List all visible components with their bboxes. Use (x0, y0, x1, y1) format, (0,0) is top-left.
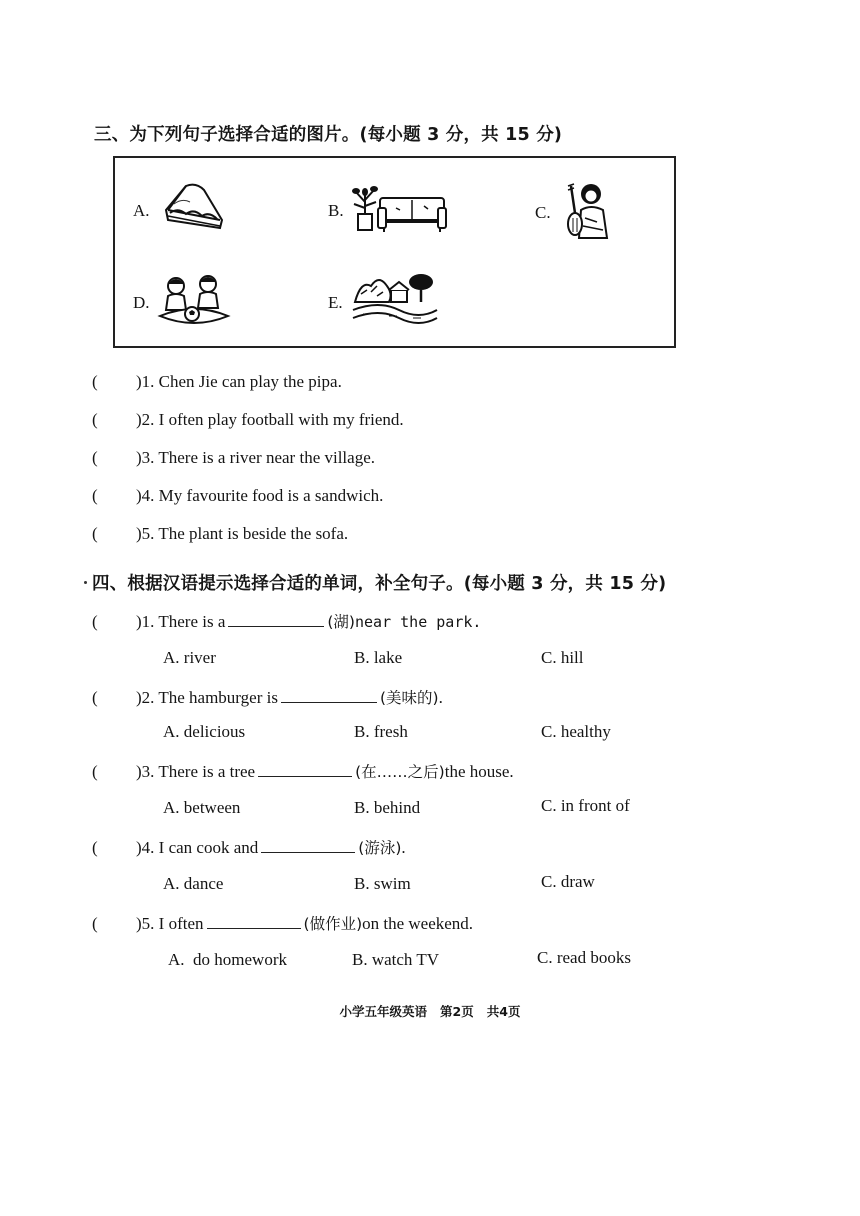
answer-paren[interactable]: ( (92, 524, 98, 543)
option-a[interactable]: A. delicious (163, 722, 246, 741)
answer-paren[interactable]: ( (92, 838, 98, 857)
option-b[interactable]: B. lake (354, 648, 403, 667)
question-text-end: on the weekend. (362, 914, 474, 933)
question-text-end: . (401, 838, 406, 857)
picture-letter: E. (328, 292, 343, 312)
section-3-title: 三、为下列句子选择合适的图片。(每小题 3 分，共 15 分) (94, 125, 563, 145)
fill-question-2 (92, 686, 443, 708)
matching-question-1 (92, 372, 342, 392)
page-footer: 小学五年级英语 第2页 共4页 (339, 1004, 521, 1019)
answer-blank[interactable] (281, 688, 377, 703)
picture-option-a (133, 180, 228, 241)
picture-option-d (133, 272, 232, 333)
option-b[interactable]: B. behind (354, 798, 421, 817)
option-b[interactable]: B. fresh (354, 722, 408, 741)
answer-blank[interactable] (228, 612, 324, 627)
option-a[interactable]: A. dance (163, 874, 224, 893)
answer-paren[interactable]: ( (92, 914, 98, 933)
fill-question-5 (92, 912, 473, 934)
question-text: )1. Chen Jie can play the pipa. (136, 372, 342, 391)
answer-paren[interactable]: ( (92, 448, 98, 467)
section-4-title: 四、根据汉语提示选择合适的单词，补全句子。(每小题 3 分，共 15 分) (92, 574, 667, 594)
picture-option-c (535, 180, 613, 245)
option-b[interactable]: B. swim (354, 874, 411, 893)
answer-blank[interactable] (207, 914, 301, 929)
question-text-end: the house. (444, 762, 514, 781)
answer-blank[interactable] (261, 838, 355, 853)
chinese-hint: (美味的) (379, 689, 439, 707)
answer-paren[interactable]: ( (92, 688, 98, 707)
option-c[interactable]: C. read books (537, 948, 631, 967)
answer-blank[interactable] (258, 762, 352, 777)
picture-letter: C. (535, 202, 551, 222)
question-text: )1. There is a (136, 612, 226, 631)
matching-question-3 (92, 448, 375, 468)
question-text-end: . (438, 688, 443, 707)
option-a[interactable]: A. between (163, 798, 241, 817)
option-c[interactable]: C. hill (541, 648, 584, 667)
picture-letter: D. (133, 292, 150, 312)
question-text: )4. I can cook and (136, 838, 259, 857)
chinese-hint: (在……之后) (355, 763, 445, 781)
picture-option-e (328, 272, 441, 333)
question-text: )5. The plant is beside the sofa. (136, 524, 349, 543)
answer-paren[interactable]: ( (92, 612, 98, 631)
matching-question-2 (92, 410, 404, 430)
answer-paren[interactable]: ( (92, 486, 98, 505)
question-text: )2. The hamburger is (136, 688, 278, 707)
fill-question-1 (92, 610, 481, 632)
scan-mark (84, 581, 87, 584)
option-c[interactable]: C. draw (541, 872, 595, 891)
sandwich-icon (156, 180, 228, 241)
girl-playing-pipa-icon (557, 180, 613, 245)
option-b[interactable]: B. watch TV (352, 950, 440, 969)
question-text: )4. My favourite food is a sandwich. (136, 486, 384, 505)
matching-question-5 (92, 524, 348, 544)
picture-options-box (113, 156, 676, 348)
answer-paren[interactable]: ( (92, 410, 98, 429)
chinese-hint: (做作业) (303, 915, 363, 933)
fill-question-3 (92, 760, 514, 782)
fill-question-4 (92, 836, 406, 858)
chinese-hint: (湖) (327, 613, 355, 631)
question-text-end: near the park. (354, 613, 482, 631)
picture-letter: A. (133, 200, 150, 220)
question-text: )3. There is a river near the village. (136, 448, 375, 467)
river-and-village-icon (349, 272, 441, 333)
matching-question-4 (92, 486, 383, 506)
option-a[interactable]: A. do homework (168, 950, 287, 969)
boys-playing-football-icon (156, 272, 232, 333)
question-text: )2. I often play football with my friend. (136, 410, 404, 429)
option-c[interactable]: C. in front of (541, 796, 630, 815)
answer-paren[interactable]: ( (92, 372, 98, 391)
plant-and-sofa-icon (350, 180, 448, 241)
answer-paren[interactable]: ( (92, 762, 98, 781)
option-a[interactable]: A. river (163, 648, 216, 667)
chinese-hint: (游泳) (358, 839, 402, 857)
question-text: )3. There is a tree (136, 762, 256, 781)
option-c[interactable]: C. healthy (541, 722, 611, 741)
picture-option-b (328, 180, 448, 241)
question-text: )5. I often (136, 914, 204, 933)
picture-letter: B. (328, 200, 344, 220)
